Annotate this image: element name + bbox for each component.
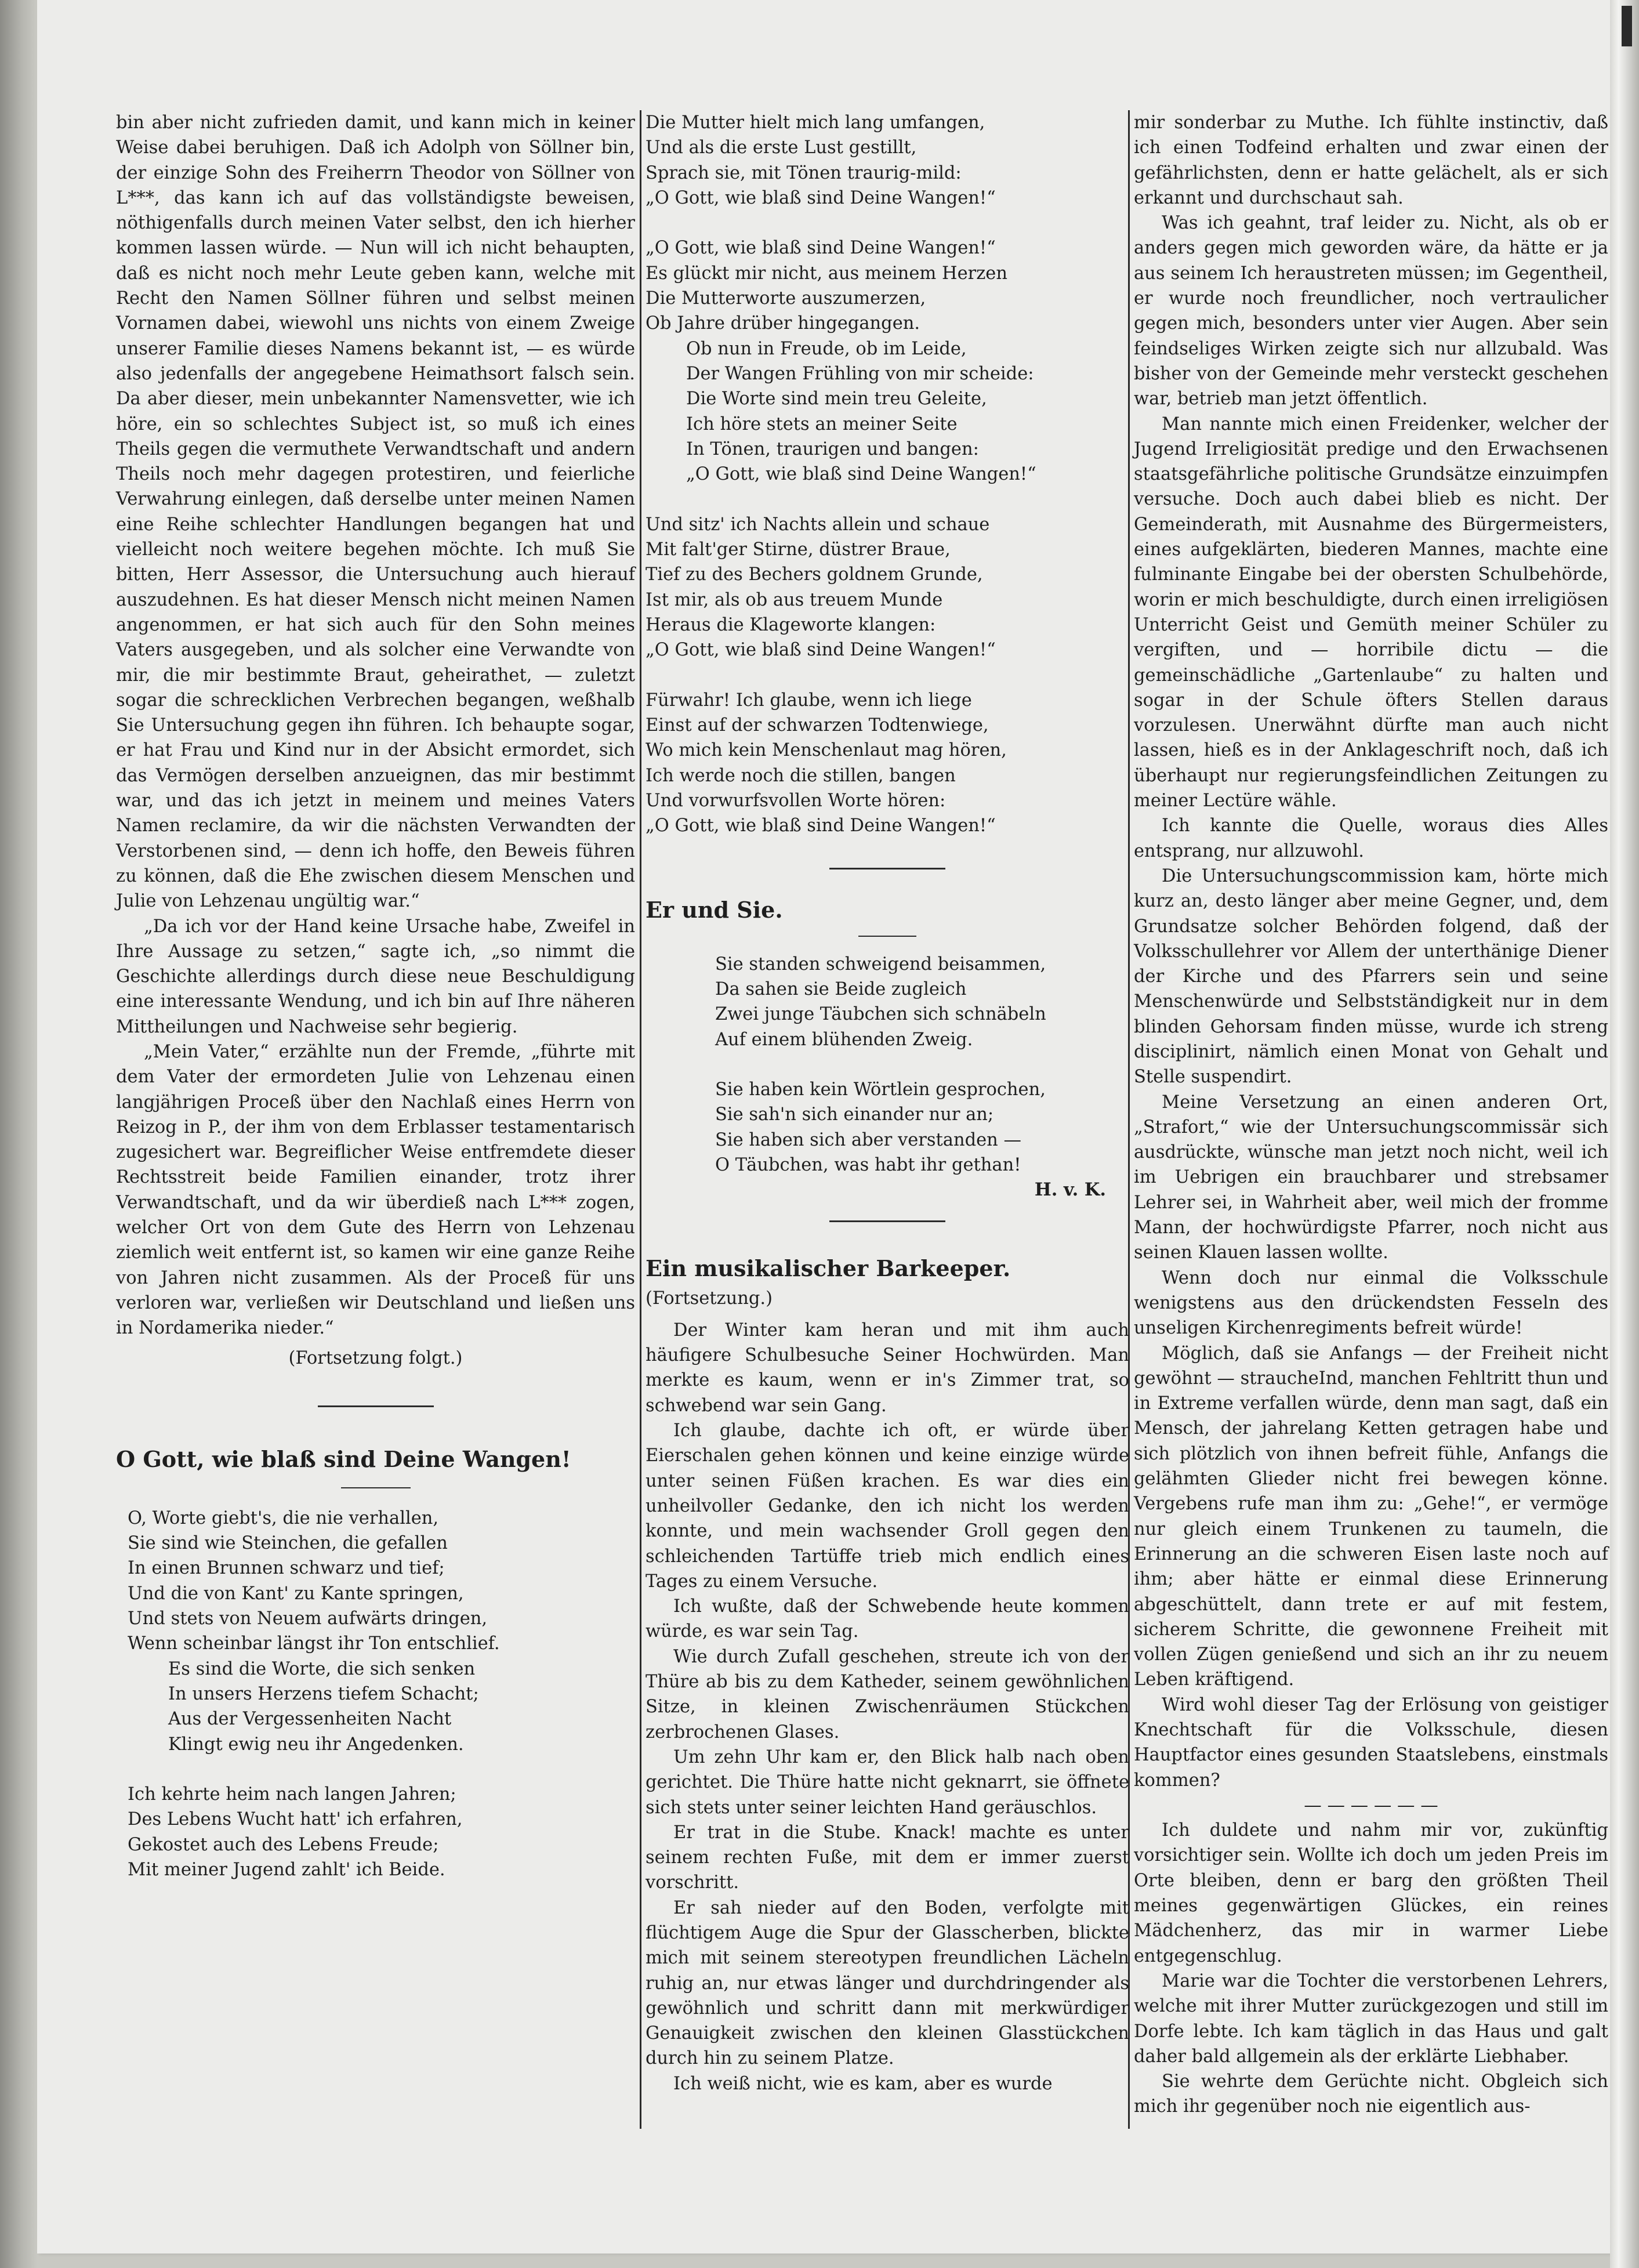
poem-line: In unsers Herzens tiefem Schacht;	[168, 1683, 479, 1704]
poem-line: Fürwahr! Ich glaube, wenn ich liege	[646, 690, 972, 711]
paragraph: Um zehn Uhr kam er, den Blick halb nach oben gerichtet. Die Thüre hatte nicht geknarrt, sie öffnete sich stets unter seiner leichten Hand geräuschlos.	[646, 1747, 1129, 1818]
paragraph: Er sah nieder auf den Boden, verfolgte mit flüchtigem Auge die Spur der Glasscherben, blickte mich mit seinem stereotypen freundlichen Lächeln ruhig an, nur etwas länger und durchdringender als gewöhnlich und schritt dann mit merkwürdiger Genauigkeit zwischen den kleinen Glasstückchen durch hin zu seinem Platze.	[646, 1897, 1129, 2069]
paragraph: bin aber nicht zufrieden damit, und kann mich in keiner Weise dabei beruhigen. Daß ich Adolph von Söllner bin, der einzige Sohn des Freiherrn Theodor von Söllner von L***, das kann ich auf das vollständigste beweisen, nöthigenfalls durch meinen Vater selbst, den ich hierher kommen lassen würde. — Nun will ich nicht behaupten, daß es nicht noch mehr Leute geben kann, welche mit Recht den Namen Söllner führen und selbst meinen Vornamen dabei, wiewohl uns nichts von einem Zweige unserer Familie dieses Namens bekannt ist, — es würde also jedenfalls der angegebene Heimathsort falsch sein. Da aber dieser, mein unbekannter Namensvetter, wie ich höre, ein so schlechtes Subject ist, so muß ich eines Theils gegen die vermuthete Verwandtschaft und andern Theils noch mehr dagegen protestiren, und feierliche Verwahrung einlegen, daß derselbe unter meinen Namen eine Reihe schlechter Handlungen begangen hat und vielleicht noch weitere begehen möchte. Ich muß Sie bitten, Herr Assessor, die Untersuchung auch hierauf auszudehnen. Es hat dieser Mensch nicht meinen Namen angenommen, er hat sich auch für den Sohn meines Vaters ausgegeben, und als solcher eine Verwandte von mir, die mir bestimmte Braut, geheirathet, — zuletzt sogar die schrecklichen Verbrechen begangen, weßhalb Sie Untersuchung gegen ihn führen. Ich behaupte sogar, er hat Frau und Kind nur in der Absicht ermordet, sich das Vermögen derselben anzueignen, das mir bestimmt war, und das ich jetzt in meinem und meines Vaters Namen reclamire, da wir die nächsten Verwandten der Verstorbenen sind, — denn ich hoffe, den Beweis führen zu können, daß die Ehe zwischen diesem Menschen und Julie von Lehzenau ungültig war.“	[116, 113, 635, 912]
poem-line: Sie sah'n sich einander nur an;	[715, 1104, 994, 1125]
poem-line: Einst auf der schwarzen Todtenwiege,	[646, 715, 989, 736]
poem-line: „O Gott, wie blaß sind Deine Wangen!“	[646, 238, 996, 259]
paragraph: Meine Versetzung an einen anderen Ort, „Strafort,“ wie der Untersuchungscommissär sich ausdrückte, wünsche man jetzt noch nicht, weil ich im Uebrigen ein brauchbarer und strebsamer Lehrer sei, in Wahrheit aber, weil mich der fromme Mann, der hochwürdigste Pfarrer, noch nicht aus seinen Klauen lassen wollte.	[1134, 1092, 1608, 1263]
section-divider	[829, 868, 945, 869]
paragraph: „Mein Vater,“ erzählte nun der Fremde, „führte mit dem Vater der ermordeten Julie von Lehzenau einen langjährigen Proceß über den Nachlaß eines Herrn von Reizog in P., der ihm von dem Erblasser testamentarisch zugesichert war. Begreiflicher Weise entfremdete dieser Rechtsstreit beide Familien einander, trotz ihrer Verwandtschaft, und da wir überdieß nach L*** zogen, welcher Ort von dem Gute des Herrn von Lehzenau ziemlich weit entfernt ist, so kamen wir eine ganze Reihe von Jahren nicht zusammen. Als der Proceß für uns verloren war, verließen wir Deutschland und ließen uns in Nordamerika nieder.“	[116, 1041, 635, 1339]
paragraph: Möglich, daß sie Anfangs — der Freiheit nicht gewöhnt — straucheInd, manchen Fehltritt thun und in Extreme verfallen würde, denn man sagt, daß ein Mensch, der jahrelang Ketten getragen habe und sich plötzlich von ihnen befreit fühle, Anfangs die gelähmten Glieder nicht frei bewegen könne. Vergebens rufe man ihm zu: „Gehe!“, er vermöge nur gleich einem Trunkenen zu taumeln, die Erinnerung an die schweren Eisen laste noch auf ihm; aber hätte er einmal diese Erinnerung abgeschüttelt, dann trete er auf mit festem, sicherem Schritte, die gewonnene Freiheit mit vollen Zügen genießend und sich an ihr zu neuem Leben kräftigend.	[1134, 1343, 1608, 1690]
poem-line: Sie standen schweigend beisammen,	[715, 954, 1046, 974]
column-3	[1134, 110, 1608, 2120]
poem-line: „O Gott, wie blaß sind Deine Wangen!“	[686, 464, 1036, 485]
poem-line: Ich werde noch die stillen, bangen	[646, 765, 956, 786]
poem-stanza	[646, 110, 1129, 211]
poem-line: Ich kehrte heim nach langen Jahren;	[128, 1784, 456, 1805]
poem-line: Und vorwurfsvollen Worte hören:	[646, 791, 946, 811]
poem-line: Heraus die Klageworte klangen:	[646, 614, 936, 635]
poem-line: Es glückt mir nicht, aus meinem Herzen	[646, 263, 1007, 284]
poem-stanza	[116, 1782, 635, 1882]
poem2-title: Er und Sie.	[646, 896, 783, 923]
poem-line: O, Worte giebt's, die nie verhallen,	[128, 1508, 439, 1528]
poem-line: Gekostet auch des Lebens Freude;	[128, 1834, 439, 1855]
poem-line: In einen Brunnen schwarz und tief;	[128, 1558, 445, 1579]
poem-line: Und die von Kant' zu Kante springen,	[128, 1583, 464, 1604]
dash-separator: — — — — — —	[1304, 1795, 1438, 1816]
story-continuation: (Fortsetzung.)	[646, 1288, 773, 1309]
poem-line: Die Mutter hielt mich lang umfangen,	[646, 113, 985, 133]
paragraph: Ich glaube, dachte ich oft, er würde über Eierschalen gehen können und keine einzige würde unter seinen Füßen krachen. Es war dies ein unheilvoller Gedanke, den ich nicht los werden konnte, und mein wachsender Groll gegen den schleichenden Tartüffe trieb mich endlich eines Tages zu einem Versuche.	[646, 1421, 1129, 1592]
poem-line: „O Gott, wie blaß sind Deine Wangen!“	[646, 816, 996, 836]
poem-line: Ich höre stets an meiner Seite	[686, 414, 958, 434]
poem-line: Es sind die Worte, die sich senken	[168, 1658, 476, 1679]
title-underline	[341, 1487, 411, 1488]
poem-line: Ist mir, als ob aus treuem Munde	[646, 589, 943, 610]
poem-stanza	[646, 512, 1129, 663]
paragraph: Was ich geahnt, traf leider zu. Nicht, als ob er anders gegen mich geworden wäre, da hätte er ja aus seinem Ich heraustreten müssen; im Gegentheil, er wurde noch freundlicher, noch vertraulicher gegen mich, besonders unter vier Augen. Aber sein feindseliges Wirken zeigte sich nur allzubald. Was bisher von der Gemeinde mehr versteckt geschehen war, betrieb man jetzt öffentlich.	[1134, 213, 1608, 410]
poem-line: O Täubchen, was habt ihr gethan!	[715, 1154, 1021, 1175]
column-rule-1	[640, 110, 641, 2129]
poem-stanza	[646, 688, 1129, 839]
paragraph: Die Untersuchungscommission kam, hörte mich kurz an, desto länger aber meine Gegner, und, dem Grundsatze solcher Behörden folgend, daß der Volksschullehrer vor Allem der unterthänige Diener der Kirche und des Pfarrers sein und seine Menschenwürde und Selbstständigkeit nur in dem blinden Gehorsam finden müsse, wurde ich streng disciplinirt, nämlich einen Monat von Gehalt und Stelle suspendirt.	[1134, 865, 1608, 1088]
column-2	[646, 110, 1129, 2096]
next-page-edge	[1610, 0, 1639, 2268]
poem-line: Aus der Vergessenheiten Nacht	[168, 1709, 452, 1730]
poem-stanza	[646, 336, 1129, 487]
title-underline	[858, 936, 916, 937]
paragraph: „Da ich vor der Hand keine Ursache habe, Zweifel in Ihre Aussage zu setzen,“ sagte ich, „so nimmt die Geschichte allerdings durch diese neue Beschuldigung eine interessante Wendung, und ich bin auf Ihre näheren Mittheilungen und Nachweise sehr begierig.	[116, 916, 635, 1037]
paragraph: Wenn doch nur einmal die Volksschule wenigstens aus den drückendsten Fesseln des unseligen Kirchenregiments befreit würde!	[1134, 1267, 1608, 1339]
paragraph: Man nannte mich einen Freidenker, welcher der Jugend Irreligiosität predige und den Erwachsenen staatsgefährliche politische Grundsätze einzuimpfen versuche. Doch auch dabei blieb es nicht. Der Gemeinderath, mit Ausnahme des Bürgermeisters, eines aufgeklärten, biederen Mannes, machte eine fulminante Eingabe bei der obersten Schulbehörde, worin er mich beschuldigte, durch einen irreligiösen Unterricht Geist und Gemüth meiner Schüler zu vergiften, und — horribile dictu — die gemeinschädliche „Gartenlaube“ zu halten und sogar in der Schule öfters Stellen daraus vorzulesen. Unerwähnt dürfte man auch nicht lassen, hieß es in der Anklageschrift noch, daß ich überhaupt nur regierungsfeindlichen Zeitungen zu meiner Lectüre wähle.	[1134, 414, 1608, 811]
story-title: Ein musikalischer Barkeeper.	[646, 1255, 1011, 1281]
paragraph: Wird wohl dieser Tag der Erlösung von geistiger Knechtschaft für die Volksschule, diesen Hauptfactor eines gesunden Staatslebens, einstmals kommen?	[1134, 1694, 1608, 1791]
poem-stanza	[646, 236, 1129, 336]
poem-line: Die Worte sind mein treu Geleite,	[686, 389, 987, 410]
poem-line: Sie sind wie Steinchen, die gefallen	[128, 1533, 448, 1554]
poem-line: Und als die erste Lust gestillt,	[646, 137, 917, 158]
poem-stanza	[116, 1657, 635, 1757]
poem-line: Mit falt'ger Stirne, düstrer Braue,	[646, 539, 951, 560]
poem-line: Des Lebens Wucht hatt' ich erfahren,	[128, 1809, 463, 1830]
poem-line: Der Wangen Frühling von mir scheide:	[686, 363, 1034, 384]
poem-line: Und stets von Neuem aufwärts dringen,	[128, 1608, 488, 1629]
paragraph: Ich weiß nicht, wie es kam, aber es wurde	[673, 2073, 1053, 2094]
section-divider	[829, 1220, 945, 1222]
poem-line: Zwei junge Täubchen sich schnäbeln	[715, 1004, 1046, 1025]
poem-line: Die Mutterworte auszumerzen,	[646, 288, 926, 309]
poem-line: Da sahen sie Beide zugleich	[715, 979, 967, 999]
paragraph: Ich kannte die Quelle, woraus dies Alles entsprang, nur allzuwohl.	[1134, 816, 1608, 861]
paragraph: Er trat in die Stube. Knack! machte es unter seinem rechten Fuße, mit dem er immer zuerst vorschritt.	[646, 1822, 1129, 1893]
paragraph: Der Winter kam heran und mit ihm auch häufigere Schulbesuche Seiner Hochwürden. Man merkte es kaum, wenn er in's Zimmer trat, so schwebend war sein Gang.	[646, 1320, 1129, 1416]
poem-line: Wo mich kein Menschenlaut mag hören,	[646, 740, 1007, 761]
poem-line: „O Gott, wie blaß sind Deine Wangen!“	[646, 640, 996, 661]
poem-line: Wenn scheinbar längst ihr Ton entschlief.	[128, 1633, 500, 1654]
poem-stanza	[116, 1506, 635, 1657]
poem-line: Auf einem blühenden Zweig.	[715, 1029, 973, 1050]
paragraph: Marie war die Tochter die verstorbenen Lehrers, welche mit ihrer Mutter zurückgezogen und still im Dorfe lebte. Ich kam täglich in das Haus und galt daher bald allgemein als der erklärte Liebhaber.	[1134, 1970, 1608, 2067]
poem-stanza	[646, 952, 1129, 1052]
poem-line: In Tönen, traurigen und bangen:	[686, 439, 979, 459]
column-1	[116, 110, 635, 1882]
poem-line: Tief zu des Bechers goldnem Grunde,	[646, 564, 983, 585]
paragraph: Sie wehrte dem Gerüchte nicht. Obgleich sich mich ihr gegenüber noch nie eigentlich aus-	[1134, 2071, 1608, 2117]
poem-line: Mit meiner Jugend zahlt' ich Beide.	[128, 1860, 445, 1880]
poem-line: Klingt ewig neu ihr Angedenken.	[168, 1734, 464, 1755]
poem-line: Sie haben sich aber verstanden —	[715, 1129, 1022, 1150]
poem-line: Und sitz' ich Nachts allein und schaue	[646, 514, 990, 535]
poem-line: Ob Jahre drüber hingegangen.	[646, 313, 920, 334]
paragraph: Ich duldete und nahm mir vor, zukünftig vorsichtiger sein. Wollte ich doch um jeden Preis im Orte bleiben, denn er barg den größten Theil meines gegenwärtigen Glückes, ein reines Mädchenherz, das mir in warmer Liebe entgegenschlug.	[1134, 1820, 1608, 1966]
poem-line: Ob nun in Freude, ob im Leide,	[686, 338, 967, 359]
poem-line: Sie haben kein Wörtlein gesprochen,	[715, 1079, 1046, 1100]
paragraph: Ich wußte, daß der Schwebende heute kommen würde, es war sein Tag.	[646, 1596, 1129, 1642]
continuation-note: (Fortsetzung folgt.)	[288, 1347, 463, 1368]
paragraph: mir sonderbar zu Muthe. Ich fühlte instinctiv, daß ich einen Todfeind erhalten und zwar einen der gefährlichsten, denn er hatte gelächelt, als er sich erkannt und durchschaut sah.	[1134, 113, 1608, 208]
paragraph: Wie durch Zufall geschehen, streute ich von der Thüre ab bis zu dem Katheder, seinem gewöhnlichen Sitze, in kleinen Zwischenräumen Stückchen zerbrochenen Glases.	[646, 1646, 1129, 1742]
poem-stanza	[646, 1077, 1129, 1178]
poem-line: Sprach sie, mit Tönen traurig-mild:	[646, 162, 962, 183]
poem-line: „O Gott, wie blaß sind Deine Wangen!“	[646, 187, 996, 208]
page-tab-marker	[1622, 6, 1632, 46]
poem-title: O Gott, wie blaß sind Deine Wangen!	[116, 1445, 571, 1472]
binding-shadow	[0, 0, 37, 2268]
section-divider	[318, 1405, 434, 1407]
poem-signature: H. v. K.	[1034, 1179, 1106, 1201]
